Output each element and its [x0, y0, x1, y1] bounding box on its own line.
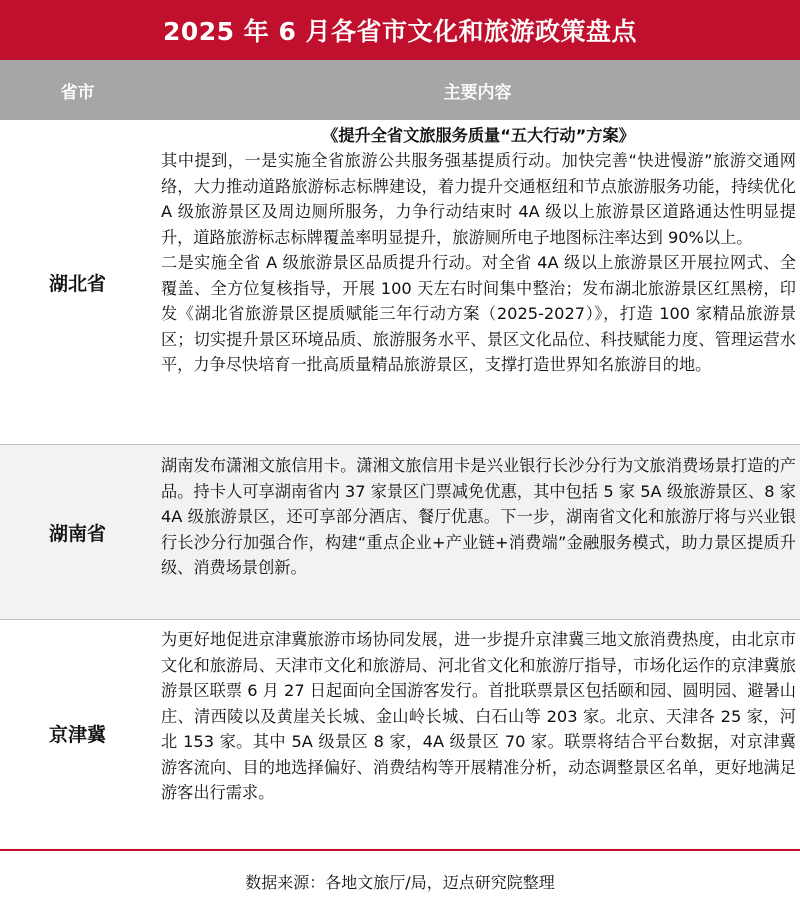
content-cell	[155, 620, 800, 806]
table-row-jingjinji	[0, 620, 800, 846]
row-divider	[0, 444, 800, 445]
province-cell: 湖南省	[48, 522, 106, 545]
content-paragraph: 为更好地促进京津冀旅游市场协同发展，进一步提升京津冀三地文旅消费热度，由北京市文化和旅游局、天津市文化和旅游局、河北省文化和旅游厅指导，市场化运作的京津冀旅游景区联票 6 月 27 日起面向全国游客发行。首批联票景区包括颐和园、圆明园、避暑山庄、清西陵以及黄崖关长城、金山岭长城、白石山等 203 家。北京、天津各 25 家，河北 153 家。其中 5A 级景区 8 家，4A 级景区 70 家。联票将结合平台数据，对京津冀游客流向、目的地选择偏好、消费结构等开展精准分析，动态调整景区名单，更好地满足游客出行需求。	[161, 630, 796, 802]
table-bottom-rule	[0, 849, 800, 851]
province-cell: 京津冀	[48, 723, 106, 746]
policy-title: 《提升全省文旅服务质量“五大行动”方案》	[322, 126, 635, 145]
source-note: 数据来源：各地文旅厅/局，迈点研究院整理	[245, 872, 555, 892]
content-cell	[155, 445, 800, 581]
page-title: 2025 年 6 月各省市文化和旅游政策盘点	[0, 0, 800, 60]
header-content: 主要内容	[443, 82, 512, 103]
table-row-hubei	[0, 120, 800, 444]
header-province: 省市	[60, 82, 95, 103]
content-paragraph: 湖南发布潇湘文旅信用卡。潇湘文旅信用卡是兴业银行长沙分行为文旅消费场景打造的产品。持卡人可享湖南省内 37 家景区门票减免优惠，其中包括 5 家 5A 级旅游景区、8 家 4A 级旅游景区，还可享部分酒店、餐厅优惠。下一步，湖南省文化和旅游厅将与兴业银行长沙分行加强合作，构建“重点企业+产业链+消费端”金融服务模式，助力景区提质升级、消费场景创新。	[161, 456, 796, 577]
content-paragraph: 二是实施全省 A 级旅游景区品质提升行动。对全省 4A 级以上旅游景区开展拉网式、全覆盖、全方位复核指导，开展 100 天左右时间集中整治；发布湖北旅游景区红黑榜，印发《湖北省旅游景区提质赋能三年行动方案（2025-2027）》，打造 100 家精品旅游景区；切实提升景区环境品质、旅游服务水平、景区文化品位、科技赋能力度、管理运营水平，力争尽快培育一批高质量精品旅游景区，支撑打造世界知名旅游目的地。	[161, 253, 796, 374]
table-row-hunan	[0, 445, 800, 619]
content-cell	[155, 120, 800, 378]
province-cell: 湖北省	[48, 272, 106, 295]
row-divider	[0, 619, 800, 620]
content-paragraph: 其中提到，一是实施全省旅游公共服务强基提质行动。加快完善“快进慢游”旅游交通网络，大力推动道路旅游标志标牌建设，着力提升交通枢纽和节点旅游服务功能，持续优化 A 级旅游景区及周边厕所服务，力争行动结束时 4A 级以上旅游景区道路通达性明显提升，道路旅游标志标牌覆盖率明显提升，旅游厕所电子地图标注率达到 90%以上。	[161, 151, 796, 247]
table-header	[0, 60, 800, 120]
